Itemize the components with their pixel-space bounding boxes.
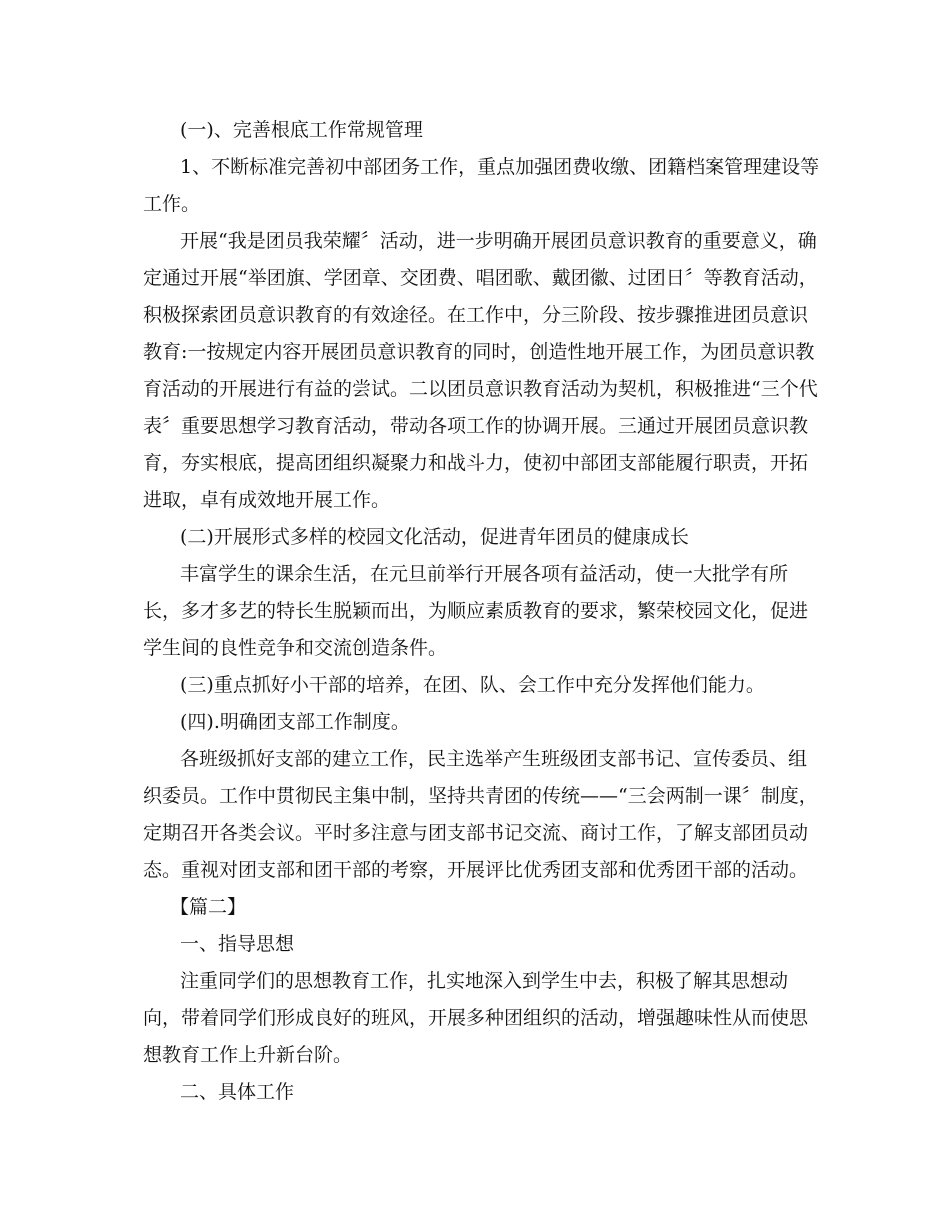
paragraph-line: 长，多才多艺的特长生脱颖而出，为顺应素质教育的要求，繁荣校园文化，促进 bbox=[143, 600, 809, 622]
section-heading-4: (四).明确团支部工作制度。 bbox=[180, 711, 410, 733]
section-heading-3: (三)重点抓好小干部的培养，在团、队、会工作中充分发挥他们能力。 bbox=[180, 674, 765, 696]
paragraph-line: 向，带着同学们形成良好的班风，开展多种团组织的活动，增强趣味性从而使思 bbox=[143, 1007, 809, 1029]
paragraph-line: 育活动的开展进行有益的尝试。二以团员意识教育活动为契机，积极推进“三个代 bbox=[143, 378, 818, 400]
paragraph-line: 工作。 bbox=[143, 193, 201, 215]
paragraph-line: 学生间的良性竞争和交流创造条件。 bbox=[143, 637, 448, 659]
paragraph-line: 想教育工作上升新台阶。 bbox=[143, 1044, 353, 1066]
section-heading-2: (二)开展形式多样的校园文化活动，促进青年团员的健康成长 bbox=[180, 526, 689, 548]
section-heading-guiding-ideology: 一、指导思想 bbox=[180, 933, 295, 955]
section-heading-1: (一)、完善根底工作常规管理 bbox=[180, 119, 423, 141]
paragraph-line: 1、不断标准完善初中部团务工作，重点加强团费收缴、团籍档案管理建设等 bbox=[180, 156, 820, 178]
paragraph-line: 态。重视对团支部和团干部的考察，开展评比优秀团支部和优秀团干部的活动。 bbox=[143, 859, 809, 881]
paragraph-line: 注重同学们的思想教育工作，扎实地深入到学生中去，积极了解其思想动 bbox=[180, 970, 789, 992]
paragraph-line: 开展“我是团员我荣耀〞活动，进一步明确开展团员意识教育的重要意义，确 bbox=[180, 230, 817, 252]
paragraph-line: 育，夯实根底，提高团组织凝聚力和战斗力，使初中部团支部能履行职责，开拓 bbox=[143, 452, 809, 474]
paragraph-line: 丰富学生的课余生活，在元旦前举行开展各项有益活动，使一大批学有所 bbox=[180, 563, 789, 585]
paragraph-line: 进取，卓有成效地开展工作。 bbox=[143, 489, 391, 511]
paragraph-line: 各班级抓好支部的建立工作，民主选举产生班级团支部书记、宣传委员、组 bbox=[180, 748, 808, 770]
part-heading: 【篇二】 bbox=[170, 896, 247, 918]
paragraph-line: 积极探索团员意识教育的有效途径。在工作中，分三阶段、按步骤推进团员意识 bbox=[143, 304, 809, 326]
paragraph-line: 定通过开展“举团旗、学团章、交团费、唱团歌、戴团徽、过团日〞等教育活动， bbox=[143, 267, 818, 289]
paragraph-line: 织委员。工作中贯彻民主集中制，坚持共青团的传统——“三会两制一课〞制度， bbox=[143, 785, 818, 807]
paragraph-line: 定期召开各类会议。平时多注意与团支部书记交流、商讨工作，了解支部团员动 bbox=[143, 822, 809, 844]
section-heading-specific-work: 二、具体工作 bbox=[180, 1081, 295, 1103]
paragraph-line: 教育:一按规定内容开展团员意识教育的同时，创造性地开展工作，为团员意识教 bbox=[143, 341, 815, 363]
paragraph-line: 表〞重要思想学习教育活动，带动各项工作的协调开展。三通过开展团员意识教 bbox=[143, 415, 809, 437]
